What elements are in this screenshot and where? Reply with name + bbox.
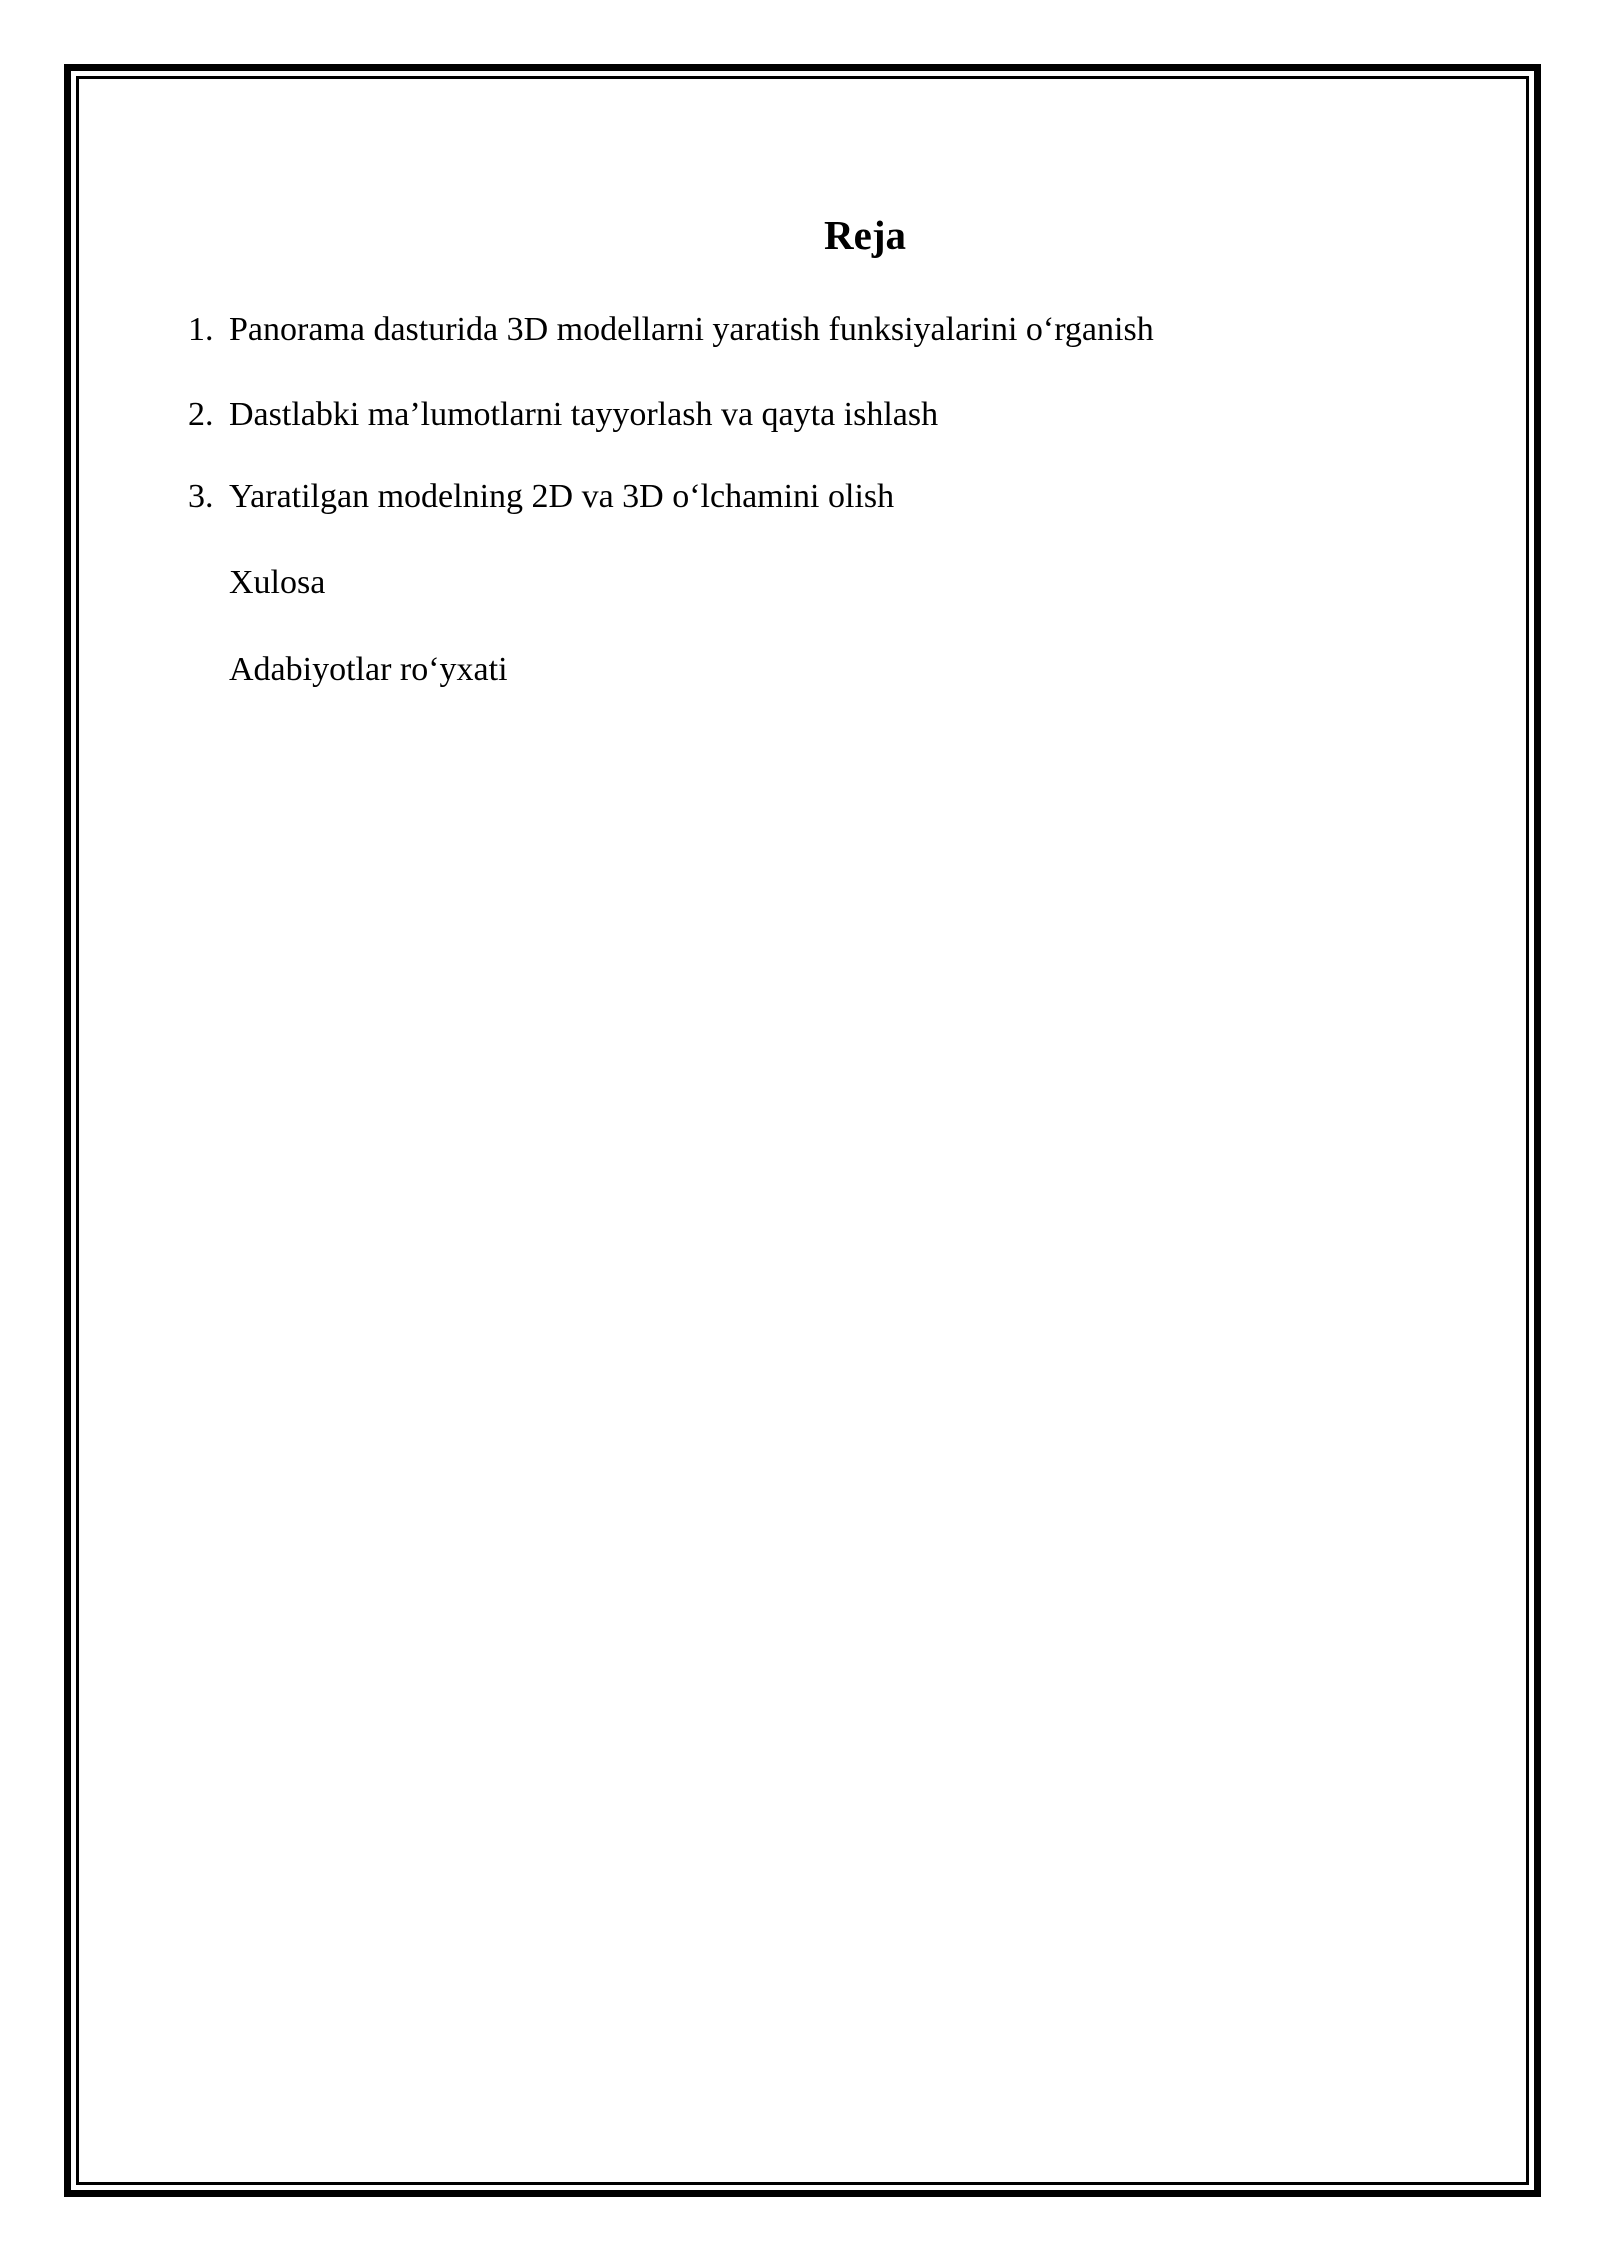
plan-item-text: Panorama dasturida 3D modellarni yaratish funksiyalarini o‘rganish [229, 311, 1154, 348]
page-border-inner [76, 76, 1529, 2185]
plan-item [188, 480, 894, 514]
page-title: Reja [824, 212, 906, 258]
plan-item-number: 1. [188, 311, 214, 348]
plan-item [188, 398, 938, 432]
plan-item-number: 3. [188, 478, 214, 515]
plan-item-text: Yaratilgan modelning 2D va 3D o‘lchamini olish [229, 478, 895, 515]
plan-item-text: Dastlabki ma’lumotlarni tayyorlash va qayta ishlash [229, 396, 939, 433]
conclusion-item: Xulosa [229, 564, 326, 601]
plan-item [188, 313, 1154, 347]
references-item: Adabiyotlar ro‘yxati [229, 651, 508, 688]
plan-item-number: 2. [188, 396, 214, 433]
